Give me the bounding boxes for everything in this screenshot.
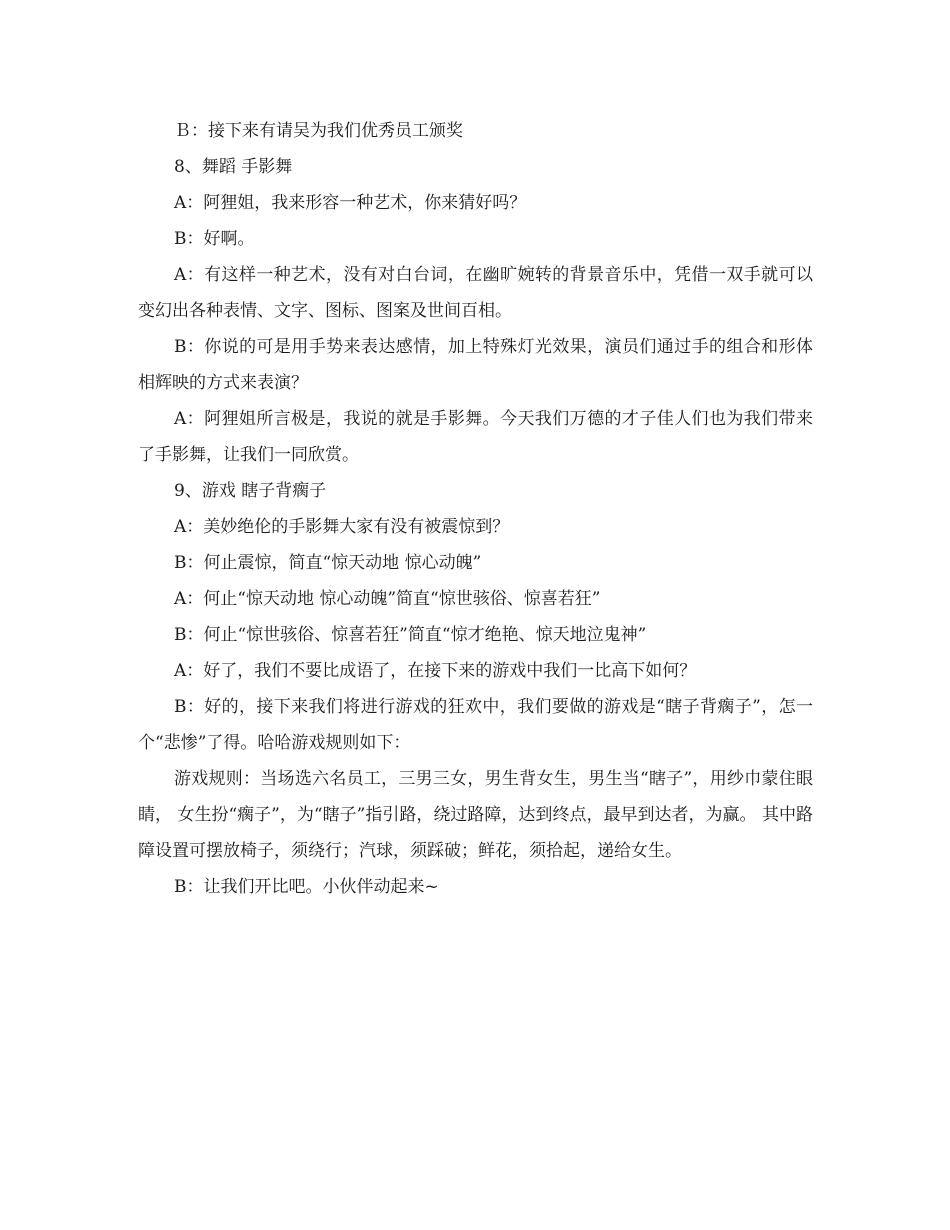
paragraph-dialogue: A：美妙绝伦的手影舞大家有没有被震惊到？ [174,517,510,537]
paragraph-dialogue: A：何止“惊天动地 惊心动魄”简直“惊世骇俗、惊喜若狂” [174,589,601,609]
paragraph-dialogue: A：阿狸姐，我来形容一种艺术，你来猜好吗？ [174,193,527,213]
paragraph-dialogue: B：何止“惊世骇俗、惊喜若狂”简直“惊才绝艳、惊天地泣鬼神” [174,625,647,645]
paragraph-award-line: Ｂ：接下来有请吴为我们优秀员工颁奖 [174,121,463,141]
section-heading-dance: 8、舞蹈 手影舞 [174,157,293,177]
section-heading-game: 9、游戏 瞎子背瘸子 [174,481,327,501]
paragraph-dialogue: B：好的，接下来我们将进行游戏的狂欢中，我们要做的游戏是“瞎子背瘸子”，怎一个“悲惨”了得。哈哈游戏规则如下： [138,697,813,753]
paragraph-dialogue: A：好了，我们不要比成语了，在接下来的游戏中我们一比高下如何？ [174,661,697,681]
paragraph-game-rules: 游戏规则：当场选六名员工，三男三女，男生背女生，男生当“瞎子”，用纱巾蒙住眼睛， 女生扮“瘸子”，为“瞎子”指引路，绕过路障，达到终点，最早到达者，为赢。 其中路障设置可摆放椅子，须绕行；汽球，须踩破；鲜花，须拾起，递给女生。 [138,769,813,861]
paragraph-dialogue: A：有这样一种艺术，没有对白台词，在幽旷婉转的背景音乐中，凭借一双手就可以变幻出各种表情、文字、图标、图案及世间百相。 [138,265,813,321]
paragraph-dialogue: B：何止震惊，简直“惊天动地 惊心动魄” [174,553,482,573]
paragraph-dialogue: B：你说的可是用手势来表达感情，加上特殊灯光效果，演员们通过手的组合和形体相辉映的方式来表演？ [138,337,813,393]
paragraph-dialogue: B：让我们开比吧。小伙伴动起来~ [174,877,439,897]
paragraph-dialogue: B：好啊。 [174,229,255,249]
document-body [138,113,813,905]
paragraph-dialogue: A：阿狸姐所言极是，我说的就是手影舞。今天我们万德的才子佳人们也为我们带来了手影舞，让我们一同欣赏。 [138,409,813,465]
